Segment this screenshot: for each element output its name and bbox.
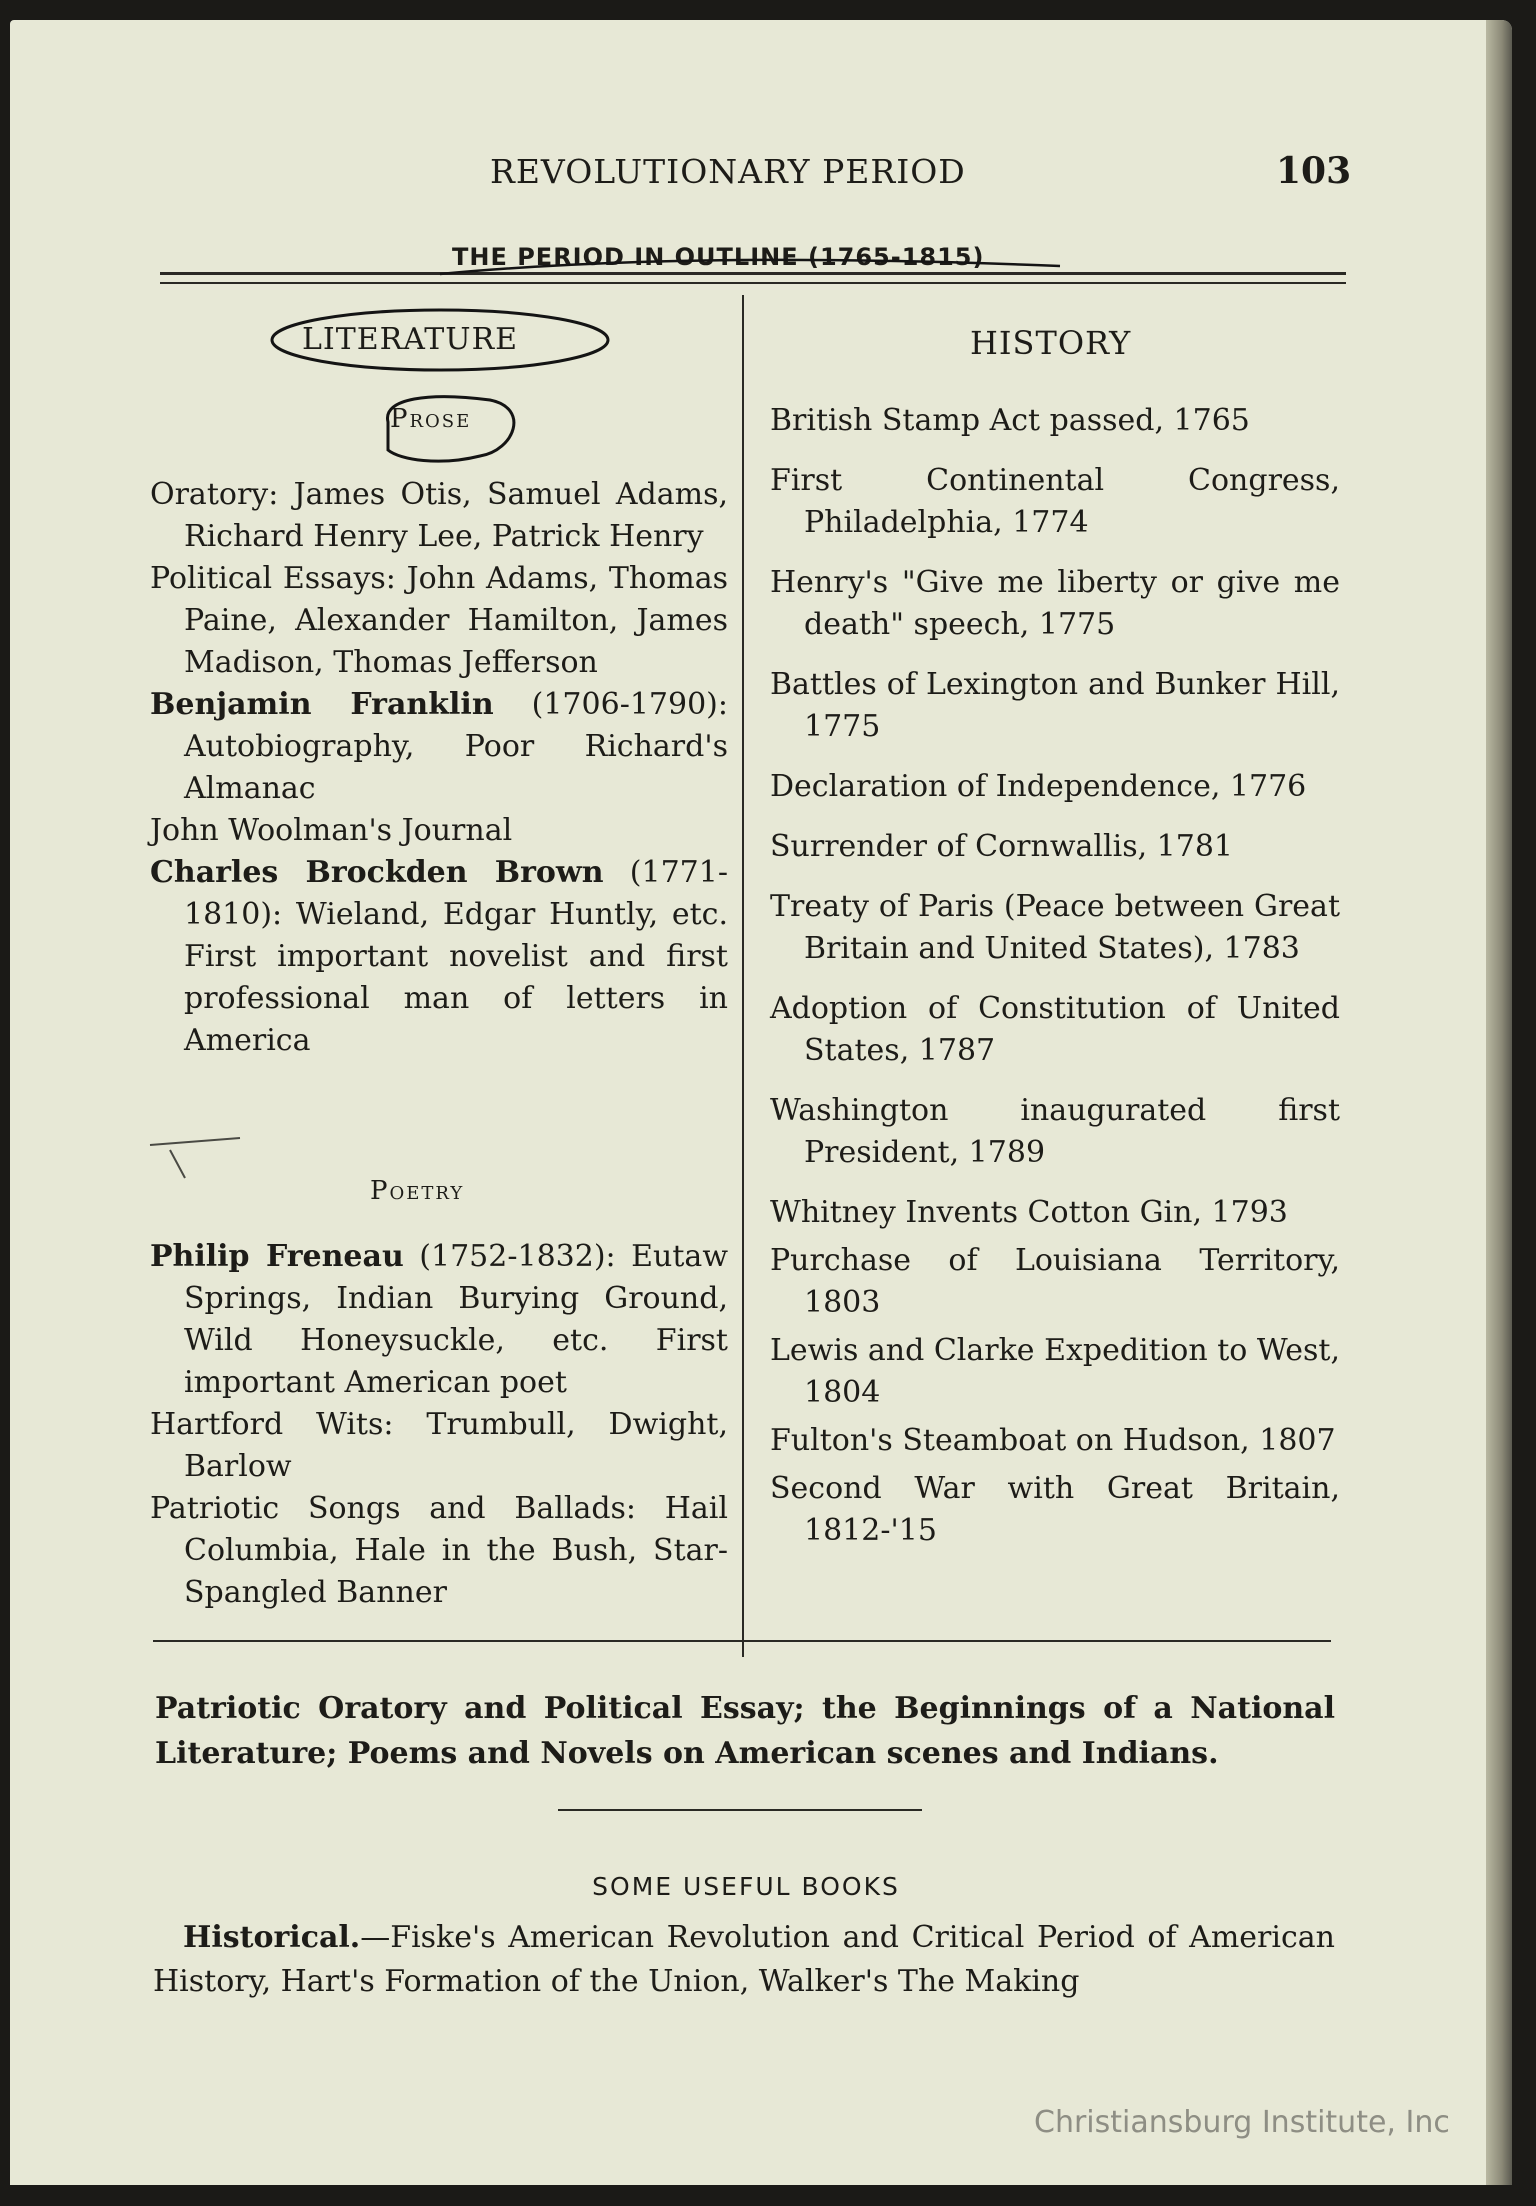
history-entry: Henry's "Give me liberty or give me death" speech, 1775: [770, 565, 1340, 642]
poetry-heading: Poetry: [370, 1176, 465, 1206]
running-head: REVOLUTIONARY PERIOD: [490, 152, 966, 191]
outline-underline: [440, 260, 1060, 274]
history-entry: Declaration of Independence, 1776: [770, 769, 1307, 804]
history-entry: Second War with Great Britain, 1812-'15: [770, 1471, 1340, 1548]
prose-entry: John Woolman's Journal: [150, 813, 513, 848]
page-number: 103: [1276, 150, 1352, 192]
history-entry: Washington inaugurated first President, 1789: [770, 1093, 1340, 1170]
history-entry: Surrender of Cornwallis, 1781: [770, 829, 1234, 864]
books-body: —Fiske's American Revolution and Critical Period of American History, Hart's Formation of the Union, Walker's The Making: [153, 1920, 1335, 1999]
poetry-entry: Hartford Wits: Trumbull, Dwight, Barlow: [150, 1407, 728, 1484]
poetry-entry: Philip Freneau (1752-1832): Eutaw Springs, Indian Burying Ground, Wild Honeysuckle, etc. First important American poet: [150, 1239, 729, 1400]
books-title: SOME USEFUL BOOKS: [592, 1872, 900, 1901]
history-entry: Battles of Lexington and Bunker Hill, 1775: [770, 667, 1340, 744]
prose-entry: Benjamin Franklin (1706-1790): Autobiography, Poor Richard's Almanac: [150, 687, 728, 806]
history-entry: Whitney Invents Cotton Gin, 1793: [770, 1195, 1288, 1230]
prose-entry: Oratory: James Otis, Samuel Adams, Richard Henry Lee, Patrick Henry: [150, 477, 728, 554]
letters-mark: [150, 1138, 240, 1178]
history-entry: First Continental Congress, Philadelphia, 1774: [770, 463, 1340, 540]
literature-heading: LITERATURE: [302, 322, 519, 357]
prose-heading: Prose: [390, 404, 472, 434]
poetry-entry: Patriotic Songs and Ballads: Hail Columbia, Hale in the Bush, Star-Spangled Banner: [150, 1491, 728, 1610]
prose-entry: Political Essays: John Adams, Thomas Paine, Alexander Hamilton, James Madison, Thomas Jefferson: [150, 561, 728, 680]
prose-entry: Charles Brockden Brown (1771-1810): Wieland, Edgar Huntly, etc. First important novelist and first professional man of letters in America: [150, 855, 728, 1058]
outline-title: THE PERIOD IN OUTLINE (1765-1815): [452, 243, 985, 271]
period-summary: Patriotic Oratory and Political Essay; the Beginnings of a National Literature; Poems and Novels on American scenes and Indians.: [155, 1691, 1335, 1771]
history-entry: Fulton's Steamboat on Hudson, 1807: [770, 1423, 1336, 1458]
literature-circle: [272, 310, 608, 370]
pencil-annotations: [10, 20, 1512, 2185]
book-page: [10, 20, 1512, 2185]
history-entry: Adoption of Constitution of United States, 1787: [770, 991, 1340, 1068]
history-entry: Lewis and Clarke Expedition to West, 1804: [770, 1333, 1340, 1410]
history-entry: Purchase of Louisiana Territory, 1803: [770, 1243, 1340, 1320]
watermark: Christiansburg Institute, Inc: [1034, 2105, 1450, 2140]
history-entry: British Stamp Act passed, 1765: [770, 403, 1250, 438]
history-entry: Treaty of Paris (Peace between Great Britain and United States), 1783: [770, 889, 1340, 966]
prose-circle: [387, 397, 513, 461]
books-label: Historical.: [183, 1920, 361, 1955]
history-heading: HISTORY: [970, 324, 1132, 362]
